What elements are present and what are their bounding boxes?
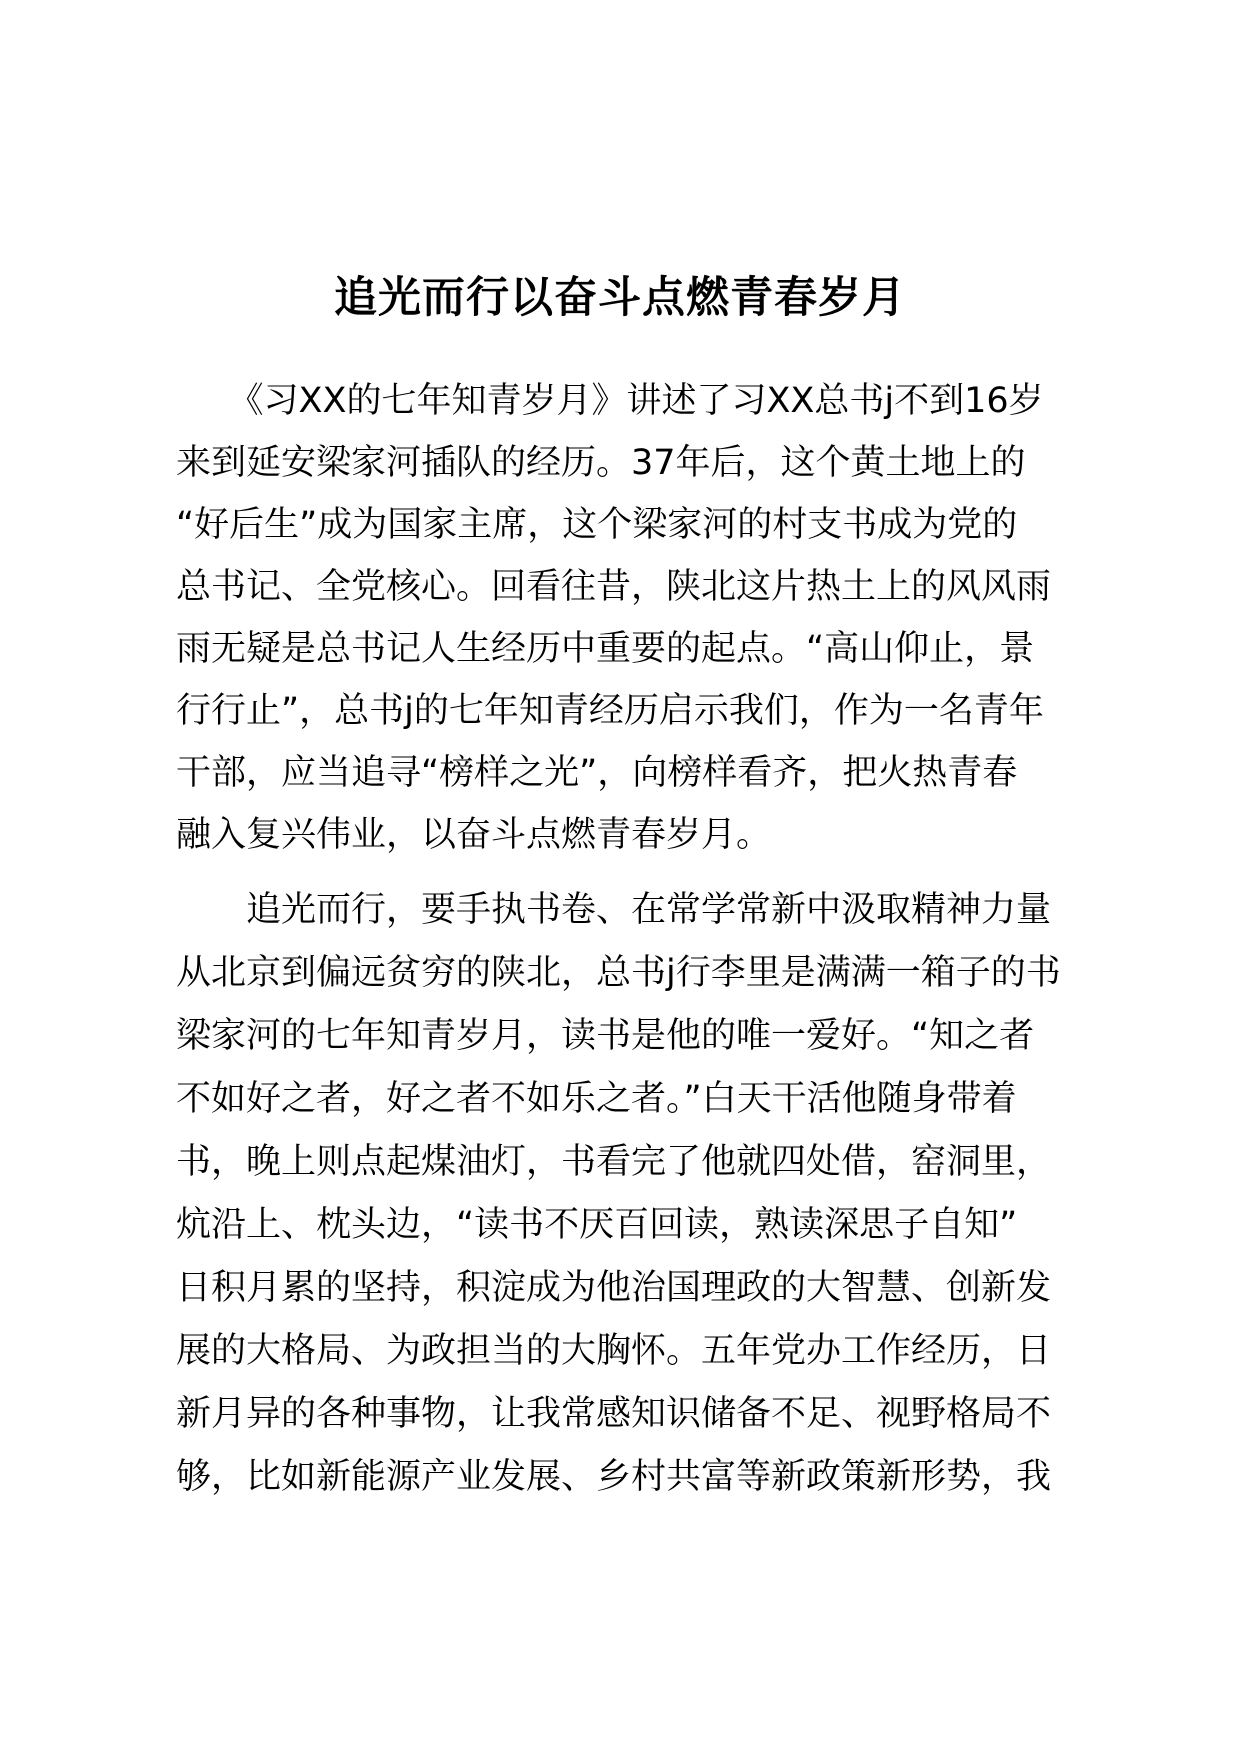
body-line: 梁家河的七年知青岁月，读书是他的唯一爱好。“知之者 [176,1016,1035,1056]
body-line: 够，比如新能源产业发展、乡村共富等新政策新形势，我 [176,1457,1052,1497]
body-line: 新月异的各种事物，让我常感知识储备不足、视野格局不 [176,1394,1052,1434]
body-line: 从北京到偏远贫穷的陕北，总书j行李里是满满一箱子的书 [176,953,1061,993]
body-line: 总书记、全党核心。回看往昔，陕北这片热土上的风风雨 [176,567,1052,607]
document-title: 追光而行以奋斗点燃青春岁月 [334,273,906,323]
body-line: 追光而行，要手执书卷、在常学常新中汲取精神力量 [176,890,1052,930]
body-line: 行行止”，总书j的七年知青经历启示我们，作为一名青年 [176,691,1044,731]
body-line: 干部，应当追寻“榜样之光”，向榜样看齐，把火热青春 [176,753,1018,793]
body-line: 展的大格局、为政担当的大胸怀。五年党办工作经历，日 [176,1331,1052,1371]
body-line: 雨无疑是总书记人生经历中重要的起点。“高山仰止，景 [176,629,1035,669]
body-line: 不如好之者，好之者不如乐之者。”白天干活他随身带着 [176,1079,1017,1119]
body-line: 来到延安梁家河插队的经历。37年后，这个黄土地上的 [176,443,1026,483]
body-line: 融入复兴伟业，以奋斗点燃青春岁月。 [176,815,772,855]
body-line: “好后生”成为国家主席，这个梁家河的村支书成为党的 [176,505,1018,545]
body-line: 日积月累的坚持，积淀成为他治国理政的大智慧、创新发 [176,1268,1052,1308]
body-line: 炕沿上、枕头边，“读书不厌百回读，熟读深思子自知” [176,1205,1018,1245]
body-line: 书，晚上则点起煤油灯，书看完了他就四处借，窑洞里， [176,1142,1052,1182]
body-line: 《习XX的七年知青岁月》讲述了习XX总书j不到16岁 [176,381,1044,421]
